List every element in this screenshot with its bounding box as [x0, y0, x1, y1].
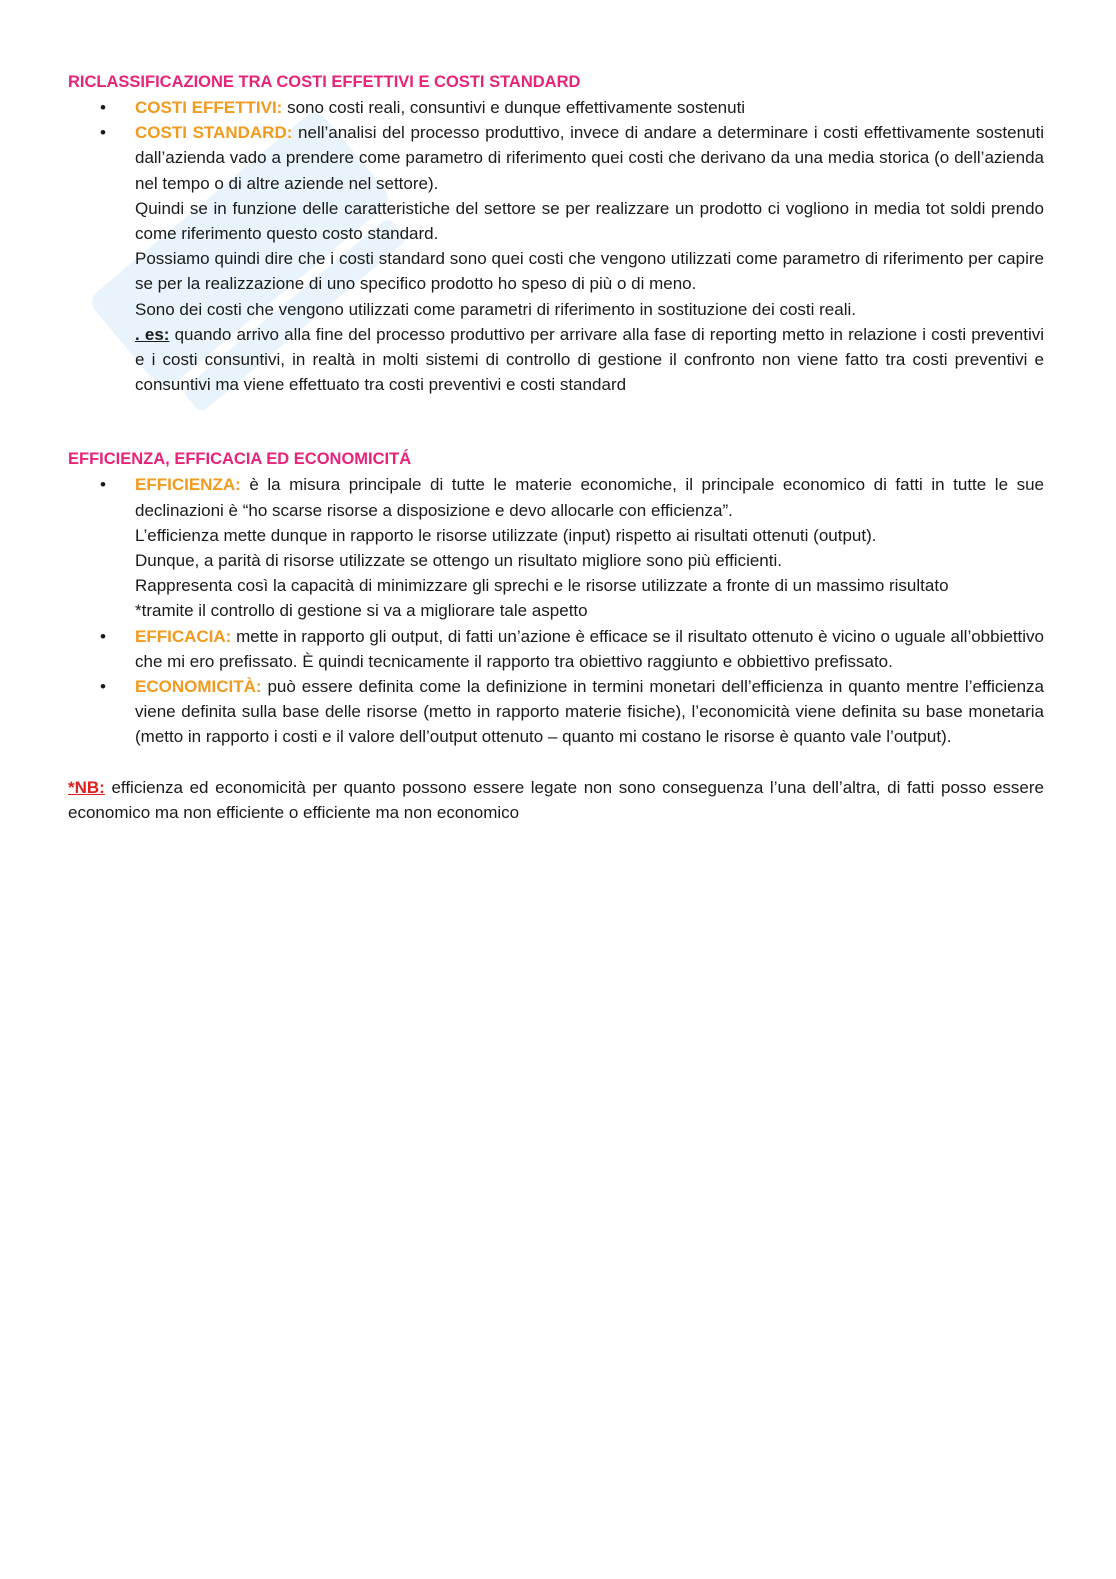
spacer: [68, 397, 1044, 447]
section-title-efficienza: EFFICIENZA, EFFICACIA ED ECONOMICITÁ: [68, 450, 412, 469]
document-page: [68, 70, 1044, 842]
list-item-costi-effettivi: [68, 95, 1044, 120]
paragraph: Rappresenta così la capacità di minimizzare gli sprechi e le risorse utilizzate a fronte di un massimo risultato: [135, 576, 949, 596]
definition-text: sono costi reali, consuntivi e dunque effettivamente sostenuti: [282, 98, 746, 117]
paragraph: [135, 472, 1044, 522]
list-item-costi-standard: [68, 120, 1044, 397]
definition-text: mette in rapporto gli output, di fatti un’azione è efficace se il risultato ottenuto è vicino o uguale all’obbiettivo che mi ero prefissato. È quindi tecnicamente il rapporto tra obiettivo raggiunto e obbiettivo prefissato.: [135, 626, 1044, 671]
term-economicita: ECONOMICITÀ:: [135, 677, 262, 697]
example-text: quando arrivo alla fine del processo produttivo per arrivare alla fase di reporting metto in relazione i costi preventivi e i costi consuntivi, in realtà in molti sistemi di controllo di gestione il confronto non viene fatto tra costi preventivi e consuntivi ma viene effettuato tra costi preventivi e costi standard: [135, 324, 1044, 395]
term-costi-standard: COSTI STANDARD:: [135, 123, 293, 143]
definition-text: è la misura principale di tutte le materie economiche, il principale economico di fatti in tutte le sue declinazioni è “ho scarse risorse a disposizione e devo allocarle con efficienza”.: [135, 475, 1044, 520]
paragraph: L’efficienza mette dunque in rapporto le risorse utilizzate (input) rispetto ai risultati ottenuti (output).: [135, 525, 877, 545]
example-paragraph: [135, 322, 1044, 398]
term-costi-effettivi: COSTI EFFETTIVI:: [135, 98, 283, 117]
paragraph: Sono dei costi che vengono utilizzati come parametri di riferimento in sostituzione dei costi reali.: [135, 299, 856, 319]
definition-text: può essere definita come la definizione in termini monetari dell’efficienza in quanto mentre l’efficienza viene definita sulla base delle risorse (metto in rapporto materie fisiche), l’economicità viene definita su base monetaria (metto in rapporto i costi e il valore dell’output ottenuto – quanto mi costano le risorse è quanto vale l’output).: [135, 677, 1044, 747]
paragraph: [135, 120, 1044, 196]
riclassificazione-list: [68, 95, 1044, 397]
paragraph: Quindi se in funzione delle caratteristiche del settore se per realizzare un prodotto ci vogliono in media tot soldi prendo come riferimento questo costo standard.: [135, 198, 1044, 244]
efficienza-list: [68, 472, 1044, 749]
note-label: *NB:: [68, 777, 105, 797]
paragraph: *tramite il controllo di gestione si va a migliorare tale aspetto: [135, 601, 588, 621]
example-label: . es:: [135, 324, 170, 344]
list-item-efficienza: [68, 472, 1044, 623]
note-text: efficienza ed economicità per quanto possono essere legate non sono conseguenza l’una dell’altra, di fatti posso essere economico ma non efficiente o efficiente ma non economico: [68, 777, 1044, 822]
term-efficacia: EFFICACIA:: [135, 626, 232, 646]
note-paragraph: [68, 775, 1044, 825]
list-item-efficacia: [68, 624, 1044, 674]
definition-text: nell’analisi del processo produttivo, invece di andare a determinare i costi effettivamente sostenuti dall’azienda vado a prendere come parametro di riferimento quei costi che derivano da una media storica (o dell’azienda nel tempo o di altre aziende nel settore).: [135, 123, 1045, 193]
term-efficienza: EFFICIENZA:: [135, 475, 241, 495]
paragraph: Dunque, a parità di risorse utilizzate se ottengo un risultato migliore sono più efficienti.: [135, 551, 782, 571]
section-title-riclassificazione: RICLASSIFICAZIONE TRA COSTI EFFETTIVI E COSTI STANDARD: [68, 73, 581, 91]
list-item-economicita: [68, 674, 1044, 750]
paragraph: Possiamo quindi dire che i costi standard sono quei costi che vengono utilizzati come parametro di riferimento per capire se per la realizzazione di uno specifico prodotto ho speso di più o di meno.: [135, 249, 1044, 294]
